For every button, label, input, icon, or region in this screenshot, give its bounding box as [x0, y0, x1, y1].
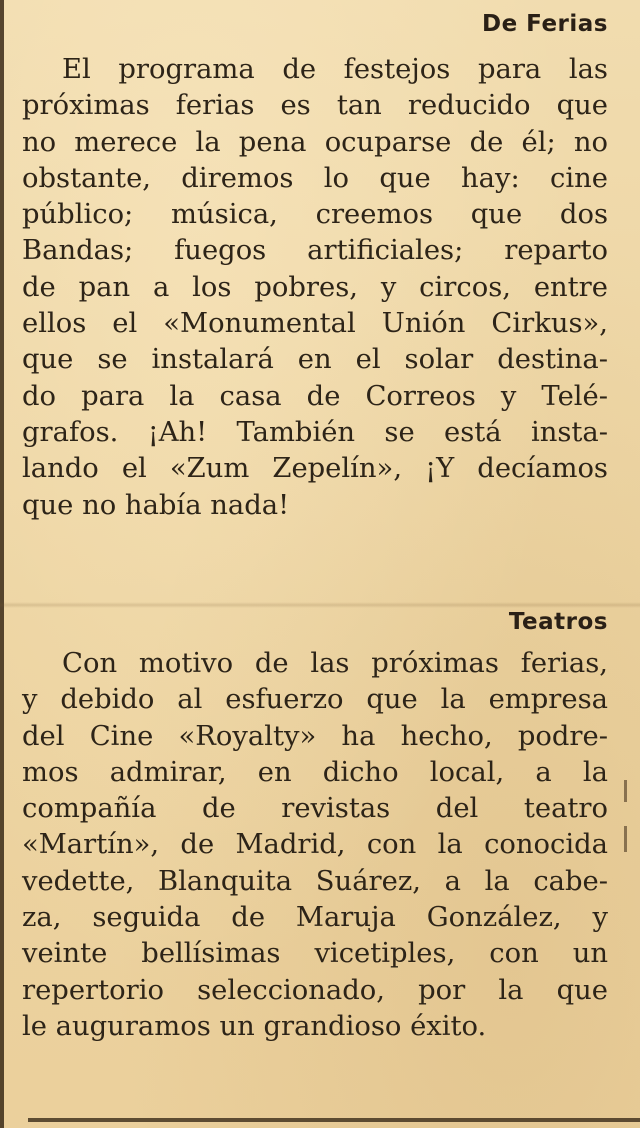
text-line: obstante, diremos lo que hay: cine	[22, 162, 608, 194]
text-line: do para la casa de Correos y Telé-	[22, 380, 608, 412]
text-line: del Cine «Royalty» ha hecho, podre-	[22, 720, 608, 752]
article-teatros	[22, 608, 608, 1045]
edge-mark	[624, 780, 627, 802]
text-line: que no había nada!	[22, 489, 290, 521]
article-body	[22, 52, 608, 524]
text-line: grafos. ¡Ah! También se está insta-	[22, 416, 608, 448]
text-line: Con motivo de las próximas ferias,	[62, 648, 608, 679]
article-body	[22, 646, 608, 1045]
article-de-ferias	[22, 10, 608, 524]
text-line: veinte bellísimas vicetiples, con un	[22, 938, 608, 970]
text-line: repertorio seleccionado, por la que	[22, 974, 608, 1006]
text-line: za, seguida de Maruja González, y	[22, 902, 608, 934]
text-line: de pan a los pobres, y circos, entre	[22, 271, 608, 303]
article-heading: Teatros	[508, 609, 608, 635]
text-line: no merece la pena ocuparse de él; no	[22, 126, 608, 158]
text-line: vedette, Blanquita Suárez, a la cabe-	[22, 865, 608, 897]
text-line: El programa de festejos para las	[62, 54, 608, 85]
bottom-rule	[28, 1118, 640, 1122]
text-line: próximas ferias es tan reducido que	[22, 90, 608, 122]
text-line: lando el «Zum Zepelín», ¡Y decíamos	[22, 453, 608, 485]
text-line: Bandas; fuegos artificiales; reparto	[22, 235, 608, 267]
text-line: y debido al esfuerzo que la empresa	[22, 684, 608, 716]
text-line: mos admirar, en dicho local, a la	[22, 756, 608, 788]
text-line: compañía de revistas del teatro	[22, 793, 608, 825]
text-line: que se instalará en el solar destina-	[22, 344, 608, 376]
left-column-rule	[0, 0, 4, 1128]
text-line: «Martín», de Madrid, con la conocida	[22, 829, 608, 861]
text-line: público; música, creemos que dos	[22, 199, 608, 231]
text-line: le auguramos un grandioso éxito.	[22, 1010, 487, 1042]
edge-mark	[624, 826, 627, 852]
article-heading: De Ferias	[481, 11, 608, 37]
text-line: ellos el «Monumental Unión Cirkus»,	[22, 308, 608, 340]
